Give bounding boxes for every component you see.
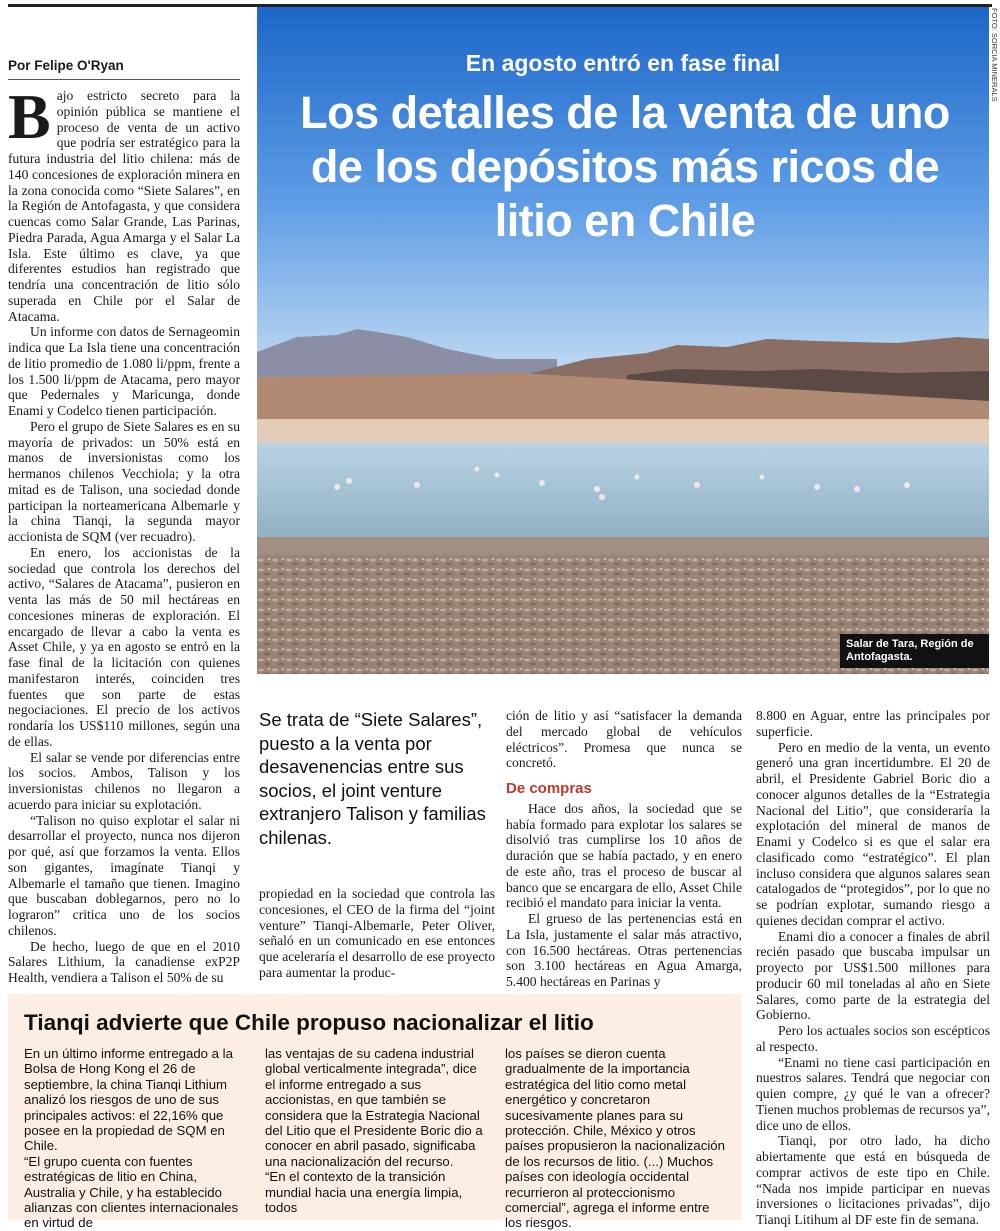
- sidebar-box-title: Tianqi advierte que Chile propuso nacionalizar el litio: [24, 1010, 594, 1035]
- article-column-1: [8, 81, 240, 986]
- paragraph: En un último informe entregado a la Bolsa de Hong Kong el 26 de septiembre, la china Tianqi Lithium analizó los riesgos de uno de sus principales activos: el 22,16% que posee en la propiedad de SQM en Chile.: [24, 1046, 233, 1154]
- kicker: En agosto entró en fase final: [465, 50, 781, 76]
- paragraph: En enero, los accionistas de la sociedad que controla los derechos del activo, “Salares de Atacama”, pusieron en venta las más de 50 mil hectáreas en concesiones mineras de exploración. El encargado de llevar a cabo la venta es Asset Chile, y ya en agosto se entró en la fase final de la licitación con quienes manifestaron interés, coinciden tres fuentes que son parte de estas negociaciones. El precio de los activos rondaría los US$110 millones, según una de ellas.: [8, 544, 240, 749]
- photo-credit-text: FOTO: SORCIA MINERALS: [990, 8, 999, 102]
- photo-caption: Salar de Tara, Región de Antofagasta.: [840, 634, 989, 668]
- paragraph: Enami dio a conocer a finales de abril recién pasado que buscaba impulsar un proyecto por US$1.500 millones para producir 60 mil toneladas al año en Siete Salares, como parte de la estrategia del Gobierno.: [756, 928, 990, 1023]
- paragraph: De hecho, luego de que en el 2010 Salares Lithium, la canadiense exP2P Health, vendiera a Talison el 50% de su: [8, 938, 240, 985]
- sidebar-box-column-2: [265, 1046, 487, 1215]
- dropcap: B: [8, 81, 51, 152]
- paragraph: “En el contexto de la transición mundial hacia una energía limpia, todos: [265, 1169, 463, 1216]
- paragraph: las ventajas de su cadena industrial global verticalmente integrada”, dice el informe entregado a sus accionistas, en que también se considera que la Estrategia Nacional del Litio que el Presidente Boric dio a conocer en abril pasado, significaba una nacionalización del recurso.: [265, 1046, 483, 1169]
- paragraph: Hace dos años, la sociedad que se había formado para explotar los salares se disolvió tras cumplirse los 10 años de duración que se había pactado, y en enero de este año, tras el proceso de buscar al banco que se encargara de ello, Asset Chile recibió el mandato para iniciar la venta.: [506, 800, 742, 911]
- paragraph: El grueso de las pertenencias está en La Isla, justamente el salar más atractivo, con 16.500 hectáreas. Otras pertenencias son 3.100 hectáreas en Agua Amarga, 5.400 hectáreas en Parinas y: [506, 911, 742, 989]
- paragraph: Un informe con datos de Sernageomin indica que La Isla tiene una concentración de litio promedio de 1.080 li/ppm, frente a los 1.500 li/ppm de Atacama, pero mayor que Pedernales y Maricunga, donde Enami y Codelco tienen participación.: [8, 324, 240, 418]
- paragraph: los países se dieron cuenta gradualmente de la importancia estratégica del litio como metal energético y concretaron sucesivamente planes para su protección. Chile, México y otros países propusieron la nacionalización de los recursos de litio. (...) Muchos países con ideología occidental recurrieron al proteccionismo comercial”, agrega el informe entre los riesgos.: [505, 1046, 725, 1231]
- paragraph: Pero los actuales socios son escépticos al respecto.: [756, 1023, 990, 1054]
- paragraph: “Talison no quiso explotar el salar ni desarrollar el proyecto, nunca nos dijeron por qué, así que forzamos la venta. Ellos son gigantes, imagínate Tianqi y Albemarle el tamaño que tienen. Imagino que buscaban doblegarnos, pero no lo lograron” critica uno de los socios chilenos.: [8, 812, 240, 938]
- byline: Por Felipe O'Ryan: [8, 58, 240, 80]
- paragraph: 8.800 en Aguar, entre las principales por superficie.: [756, 708, 990, 739]
- paragraph: “El grupo cuenta con fuentes estratégicas de litio en China, Australia y Chile, y ha establecido alianzas con clientes internacionales en virtud de: [24, 1153, 239, 1231]
- article-column-3: [506, 708, 742, 990]
- article-column-4: [756, 708, 990, 1228]
- paragraph: El salar se vende por diferencias entre los socios. Ambos, Talison y los inversionistas chilenos no llegaron a acuerdo para iniciar su explotación.: [8, 749, 240, 812]
- paragraph: Tianqi, por otro lado, ha dicho abiertamente que está en búsqueda de comprar activos de este tipo en Chile. “Nada nos impide participar en nuevas inversiones o licitaciones privadas”, dijo Tianqi Litihum al DF este fin de semana.: [756, 1133, 990, 1227]
- headline: Los detalles de la venta de uno de los depósitos más ricos de litio en Chile: [300, 87, 950, 246]
- paragraph: Pero en medio de la venta, un evento generó una gran incertidumbre. El 20 de abril, el Presidente Gabriel Boric dio a conocer algunos detalles de la “Estrategia Nacional del Litio”, que consideraría la explotación del mineral de manos de Enami y Codelco si es que el salar era clasificado como “estratégico”. El plan incluso considera que algunos salares sean catalogados de “protegidos”, por lo que no se podrían explotar, sumando riesgo a quienes decidan comprar el activo.: [756, 739, 990, 928]
- paragraph: Pero el grupo de Siete Salares es en su mayoría de privados: un 50% está en manos de inversionistas como los hermanos chilenos Vecchiola; y la otra mitad es de Talison, una sociedad donde participan la norteamericana Albemarle y la china Tianqi, la segunda mayor accionista de SQM (ver recuadro).: [8, 418, 240, 544]
- paragraph: “Enami no tiene casi participación en nuestros salares. Tendrá que negociar con quien compre, ¿y qué le van a ofrecer? Tienen muchos problemas de recursos ya”, dice uno de ellos.: [756, 1054, 990, 1133]
- article-column-2: [259, 886, 495, 981]
- paragraph: ajo estricto secreto para la opinión pública se mantiene el proceso de venta de un activo que podría ser estratégico para la futura industria del litio chilena: más de 140 concesiones de exploración minera en la zona conocida como “Siete Salares”, en la Región de Antofagasta, y que considera cuencas como Salar Grande, Las Parinas, Piedra Parada, Agua Amarga y el Salar La Isla. Este último es clave, ya que diferentes estudios han registrado que tendría una concentración de litio sólo superada en Chile por el Salar de Atacama.: [8, 88, 240, 324]
- paragraph: ción de litio y así “satisfacer la demanda del mercado global de vehículos eléctricos”. Promesa que nunca se concretó.: [506, 708, 742, 771]
- photo-credit: [990, 8, 1000, 128]
- paragraph: propiedad en la sociedad que controla las concesiones, el CEO de la firma del “joint venture” Tianqi-Albemarle, Peter Oliver, señaló en un comunicado en ese entonces que aceleraría el desarrollo de ese proyecto para aumentar la produc-: [259, 886, 495, 980]
- section-subhead: De compras: [506, 780, 592, 797]
- pull-quote: Se trata de “Siete Salares”, puesto a la venta por desavenencias entre sus socios, el joint venture extranjero Talison y familias chilenas.: [259, 709, 486, 848]
- sidebar-box-column-3: [505, 1046, 727, 1231]
- sidebar-box-column-1: [24, 1046, 242, 1231]
